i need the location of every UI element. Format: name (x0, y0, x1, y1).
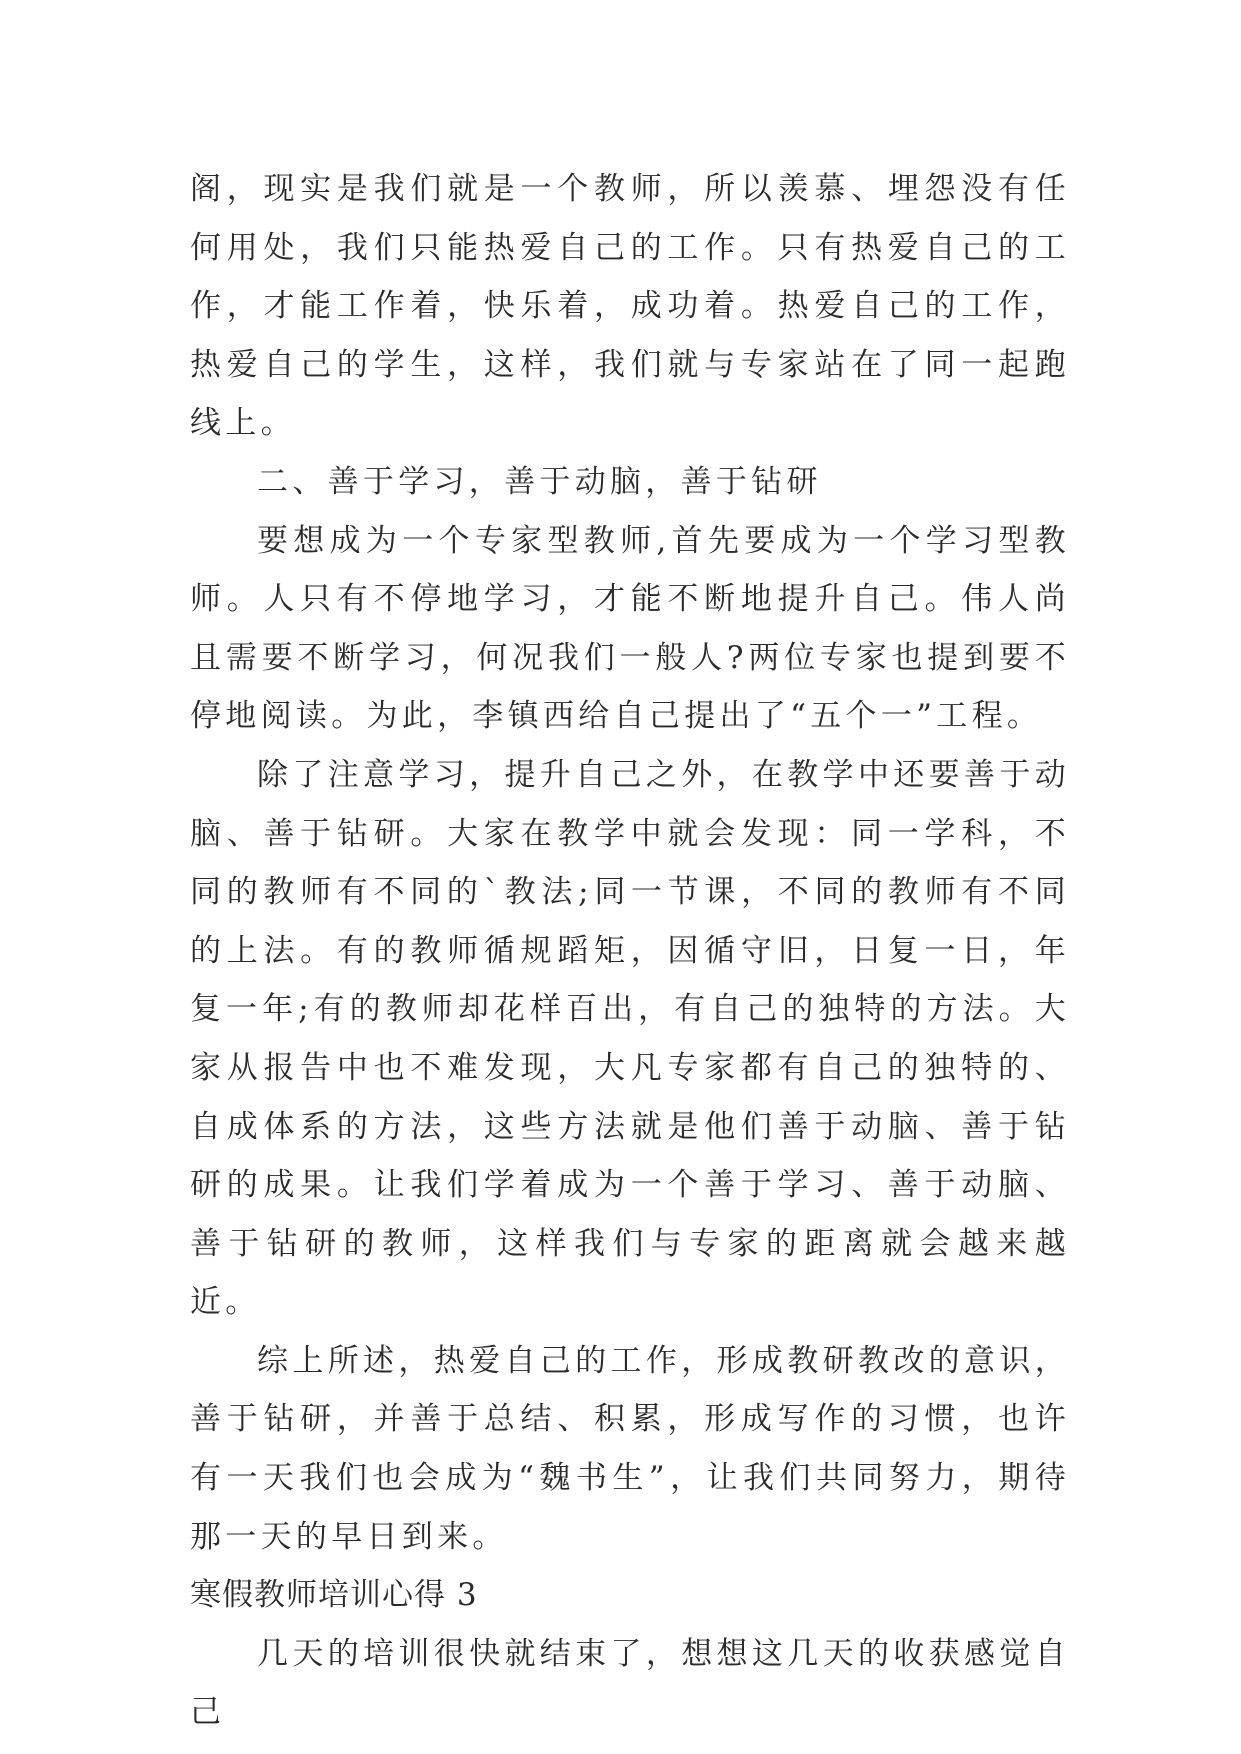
paragraph: 要想成为一个专家型教师,首先要成为一个学习型教师。人只有不停地学习，才能不断地提升自己。伟人尚且需要不断学习，何况我们一般人?两位专家也提到要不停地阅读。为此，李镇西给自己提出了“五个一”工程。 (190, 522, 1070, 735)
article-title: 寒假教师培训心得 3 (190, 1577, 478, 1614)
paragraph: 综上所述，热爱自己的工作，形成教研教改的意识，善于钻研，并善于总结、积累，形成写作的习惯，也许有一天我们也会成为“魏书生”，让我们共同努力，期待那一天的早日到来。 (190, 1342, 1070, 1555)
paragraph-continued: 阁，现实是我们就是一个教师，所以羡慕、埋怨没有任何用处，我们只能热爱自己的工作。只有热爱自己的工作，才能工作着，快乐着，成功着。热爱自己的工作，热爱自己的学生，这样，我们就与专家站在了同一起跑线上。 (190, 171, 1070, 442)
section-heading: 二、善于学习，善于动脑，善于钻研 (257, 463, 822, 500)
paragraph: 除了注意学习，提升自己之外，在教学中还要善于动脑、善于钻研。大家在教学中就会发现：同一学科，不同的教师有不同的`教法;同一节课，不同的教师有不同的上法。有的教师循规蹈矩，因循守旧，日复一日，年复一年;有的教师却花样百出，有自己的独特的方法。大家从报告中也不难发现，大凡专家都有自己的独特的、自成体系的方法，这些方法就是他们善于动脑、善于钻研的成果。让我们学着成为一个善于学习、善于动脑、善于钻研的教师，这样我们与专家的距离就会越来越近。 (190, 756, 1070, 1321)
paragraph: 几天的培训很快就结束了，想想这几天的收获感觉自己 (190, 1635, 1070, 1731)
document-body (190, 160, 1070, 1742)
